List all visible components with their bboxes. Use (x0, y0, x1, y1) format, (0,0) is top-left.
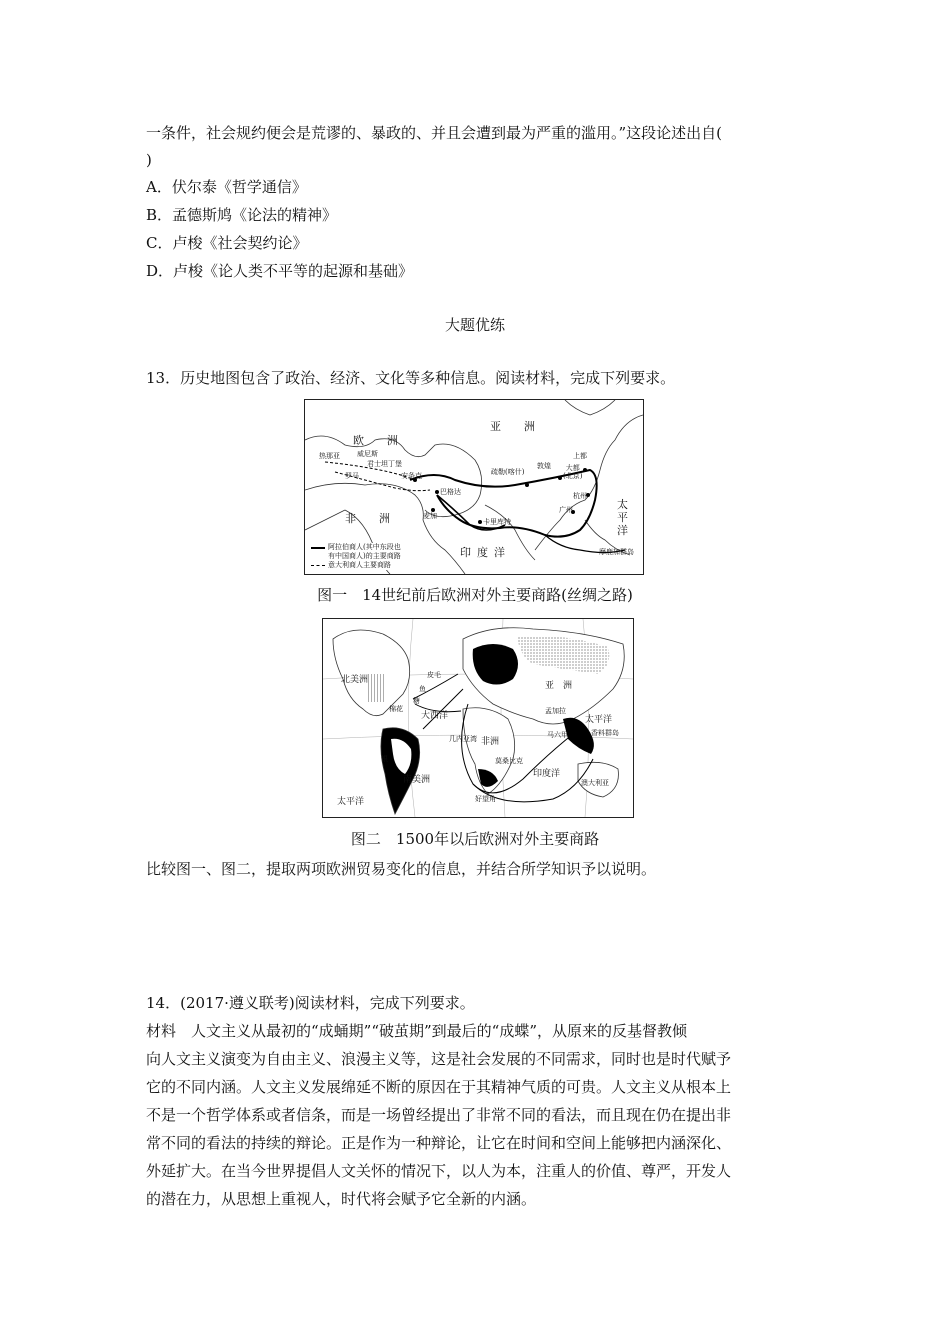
fig2-label-cape: 好望角 (475, 795, 496, 803)
fig2-label-pacific-west: 太平洋 (337, 797, 365, 807)
fig2-label-australia: 澳大利亚 (581, 779, 609, 787)
fig1-label-rome: 罗马 (345, 472, 359, 480)
fig2-label-guinea: 几内亚湾 (449, 735, 477, 743)
q13-stem: 13．历史地图包含了政治、经济、文化等多种信息。阅读材料，完成下列要求。 (146, 369, 676, 387)
fig2-label-sugar: 糖 (413, 697, 420, 705)
fig1-label-genoa: 热那亚 (319, 452, 340, 460)
q12-option-b: B．孟德斯鸠《论法的精神》 (146, 206, 338, 224)
section-title: 大题优练 (444, 316, 505, 334)
fig1-legend (311, 543, 401, 570)
fig1-label-mecca: 麦加 (423, 512, 437, 520)
q12-option-d: D．卢梭《论人类不平等的起源和基础》 (146, 262, 414, 280)
figure2-map (322, 618, 634, 818)
fig2-label-spice-islands: 香料群岛 (591, 729, 619, 737)
q14-material-line1: 材料 人文主义从最初的“成蛹期”“破茧期”到最后的“成蝶”，从原来的反基督教倾 (146, 1022, 688, 1040)
fig1-label-guangzhou: 广州 (559, 506, 573, 514)
q14-material-line4: 不是一个哲学体系或者信条，而是一场曾经提出了非常不同的看法，而且现在仍在提出非 (146, 1106, 732, 1124)
fig2-label-africa: 非洲 (481, 737, 500, 747)
figure1-caption: 图一 14世纪前后欧洲对外主要商路(丝绸之路) (317, 586, 633, 604)
fig2-label-asia: 亚 洲 (545, 681, 573, 691)
fig1-label-kashgar: 疏勒(喀什) (491, 468, 525, 476)
fig1-label-moluccas: 摩鹿加群岛 (599, 548, 634, 556)
legend-dashed-line-swatch (311, 565, 325, 566)
fig2-label-north-america: 北美洲 (341, 675, 369, 685)
q12-stem-line2: ) (146, 151, 152, 169)
fig2-label-bengal: 孟加拉 (545, 707, 566, 715)
fig1-label-calicut: 卡里库特 (483, 518, 511, 526)
fig2-label-cotton: 棉花 (389, 705, 403, 713)
q12-stem-line1: 一条件，社会规约便会是荒谬的、暴政的、并且会遭到最为严重的滥用。”这段论述出自( (146, 124, 723, 142)
fig1-label-pacific-2: 平 (617, 511, 634, 524)
fig1-label-africa: 非 洲 (345, 512, 396, 525)
q12-option-a: A．伏尔泰《哲学通信》 (146, 178, 307, 196)
figure2-caption: 图二 1500年以后欧洲对外主要商路 (350, 830, 600, 848)
fig2-label-furs: 皮毛 (427, 671, 441, 679)
q13-question: 比较图一、图二，提取两项欧洲贸易变化的信息，并结合所学知识予以说明。 (146, 860, 657, 878)
fig1-label-pacific-3: 洋 (617, 524, 634, 537)
fig1-label-indian-ocean: 印度洋 (460, 546, 511, 559)
fig1-label-antioch: 安条克 (401, 472, 422, 480)
fig2-label-malacca: 马六甲 (547, 731, 568, 739)
fig1-label-dadu: 大都 (北京) (563, 464, 583, 480)
q14-stem: 14．(2017·遵义联考)阅读材料，完成下列要求。 (146, 994, 475, 1012)
q14-material-line3: 它的不同内涵。人文主义发展绵延不断的原因在于其精神气质的可贵。人文主义从根本上 (146, 1078, 732, 1096)
fig1-label-hangzhou: 杭州 (573, 492, 587, 500)
fig2-label-indian-ocean: 印度洋 (533, 769, 561, 779)
q14-material-line6: 外延扩大。在当今世界提倡人文关怀的情况下，以人为本，注重人的价值、尊严，开发人 (146, 1162, 732, 1180)
fig1-label-asia: 亚 洲 (490, 420, 541, 433)
fig1-label-venice: 威尼斯 (357, 450, 378, 458)
fig2-label-atlantic: 大西洋 (421, 711, 449, 721)
q14-material-line5: 常不同的看法的持续的辩论。正是作为一种辩论，让它在时间和空间上能够把内涵深化、 (146, 1134, 732, 1152)
fig1-label-europe: 欧 洲 (353, 434, 404, 447)
q14-material-line2: 向人文主义演变为自由主义、浪漫主义等，这是社会发展的不同需求，同时也是时代赋予 (146, 1050, 732, 1068)
fig1-label-shangdu: 上都 (573, 452, 587, 460)
fig1-legend-arab: 阿拉伯商人(其中东段也 有中国商人)的主要商路 (328, 543, 401, 560)
fig2-label-cod: 鱼 (419, 685, 426, 693)
fig1-label-constantinople: 君士坦丁堡 (367, 460, 402, 468)
q12-option-c: C．卢梭《社会契约论》 (146, 234, 308, 252)
fig1-label-pacific-1: 太 (617, 498, 634, 511)
figure1-map (304, 399, 644, 575)
fig1-label-dunhuang: 敦煌 (537, 462, 551, 470)
fig2-label-pacific-east: 太平洋 (585, 715, 613, 725)
fig1-legend-italian: 意大利商人主要商路 (328, 561, 391, 569)
fig2-label-silver: 银 (381, 755, 388, 763)
legend-solid-line-swatch (311, 547, 325, 549)
fig2-label-mozambique: 莫桑比克 (495, 757, 523, 765)
fig1-label-baghdad: 巴格达 (440, 488, 461, 496)
q14-material-line7: 的潜在力，从思想上重视人，时代将会赋予它全新的内涵。 (146, 1190, 537, 1208)
fig2-label-south-america: 南美洲 (403, 775, 431, 785)
